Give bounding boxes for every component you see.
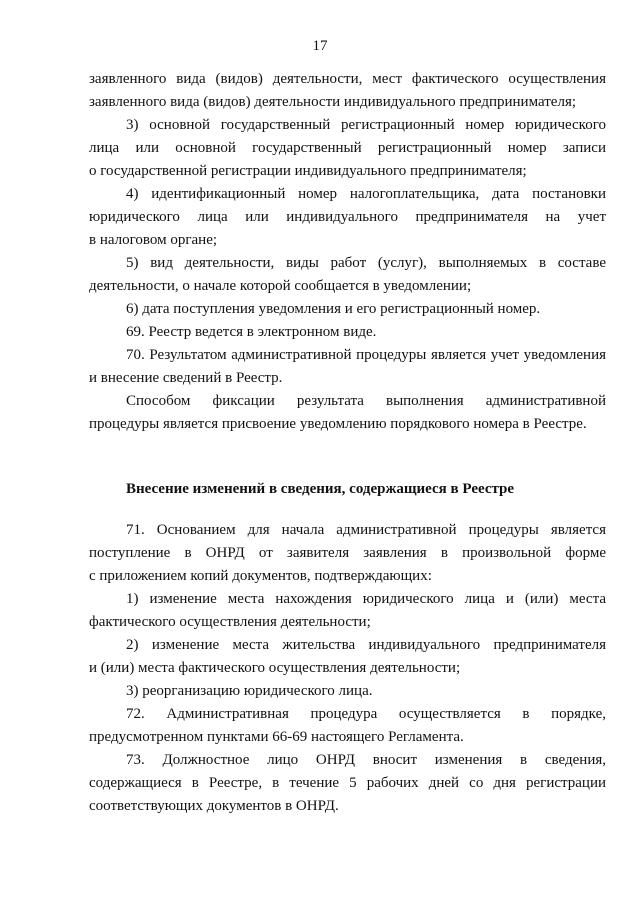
text-line: юридического лица или индивидуального предпринимателя на учет [89,209,606,225]
text-line: 5) вид деятельности, виды работ (услуг), выполняемых в составе [126,255,606,271]
text-line: поступление в ОНРД от заявителя заявления в произвольной форме [89,545,606,561]
text-line: 2) изменение места жительства индивидуального предпринимателя [126,637,606,653]
text-line: лица или основной государственный регистрационный номер записи [89,140,606,156]
text-line: в налоговом органе; [89,232,218,248]
text-line: 69. Реестр ведется в электронном виде. [126,324,377,340]
text-line: 6) дата поступления уведомления и его регистрационный номер. [126,301,541,317]
text-line: 73. Должностное лицо ОНРД вносит изменения в сведения, [126,752,606,768]
text-line: 1) изменение места нахождения юридического лица и (или) места [126,591,606,607]
text-line: заявленного вида (видов) деятельности, мест фактического осуществления [89,71,606,87]
text-line: содержащиеся в Реестре, в течение 5 рабочих дней со дня регистрации [89,775,606,791]
text-line: фактического осуществления деятельности; [89,614,371,630]
text-line: о государственной регистрации индивидуального предпринимателя; [89,163,527,179]
text-line: 4) идентификационный номер налогоплательщика, дата постановки [126,186,606,202]
page-number: 17 [312,38,328,54]
text-line: заявленного вида (видов) деятельности индивидуального предпринимателя; [89,94,577,110]
text-line: 70. Результатом административной процедуры является учет уведомления [126,347,606,363]
section-heading: Внесение изменений в сведения, содержащиеся в Реестре [125,481,515,497]
text-line: Способом фиксации результата выполнения административной [126,393,606,409]
text-line: 3) основной государственный регистрационный номер юридического [126,117,606,133]
text-line: с приложением копий документов, подтверждающих: [89,568,432,584]
text-line: 71. Основанием для начала административной процедуры является [126,522,606,538]
text-line: и (или) места фактического осуществления деятельности; [89,660,461,676]
text-line: процедуры является присвоение уведомлению порядкового номера в Реестре. [89,416,587,432]
text-line: деятельности, о начале которой сообщается в уведомлении; [89,278,472,294]
text-line: соответствующих документов в ОНРД. [89,798,339,814]
text-line: 3) реорганизацию юридического лица. [126,683,373,699]
text-line: и внесение сведений в Реестр. [89,370,283,386]
text-line: 72. Административная процедура осуществляется в порядке, [126,706,606,722]
text-line: предусмотренном пунктами 66-69 настоящего Регламента. [89,729,464,745]
